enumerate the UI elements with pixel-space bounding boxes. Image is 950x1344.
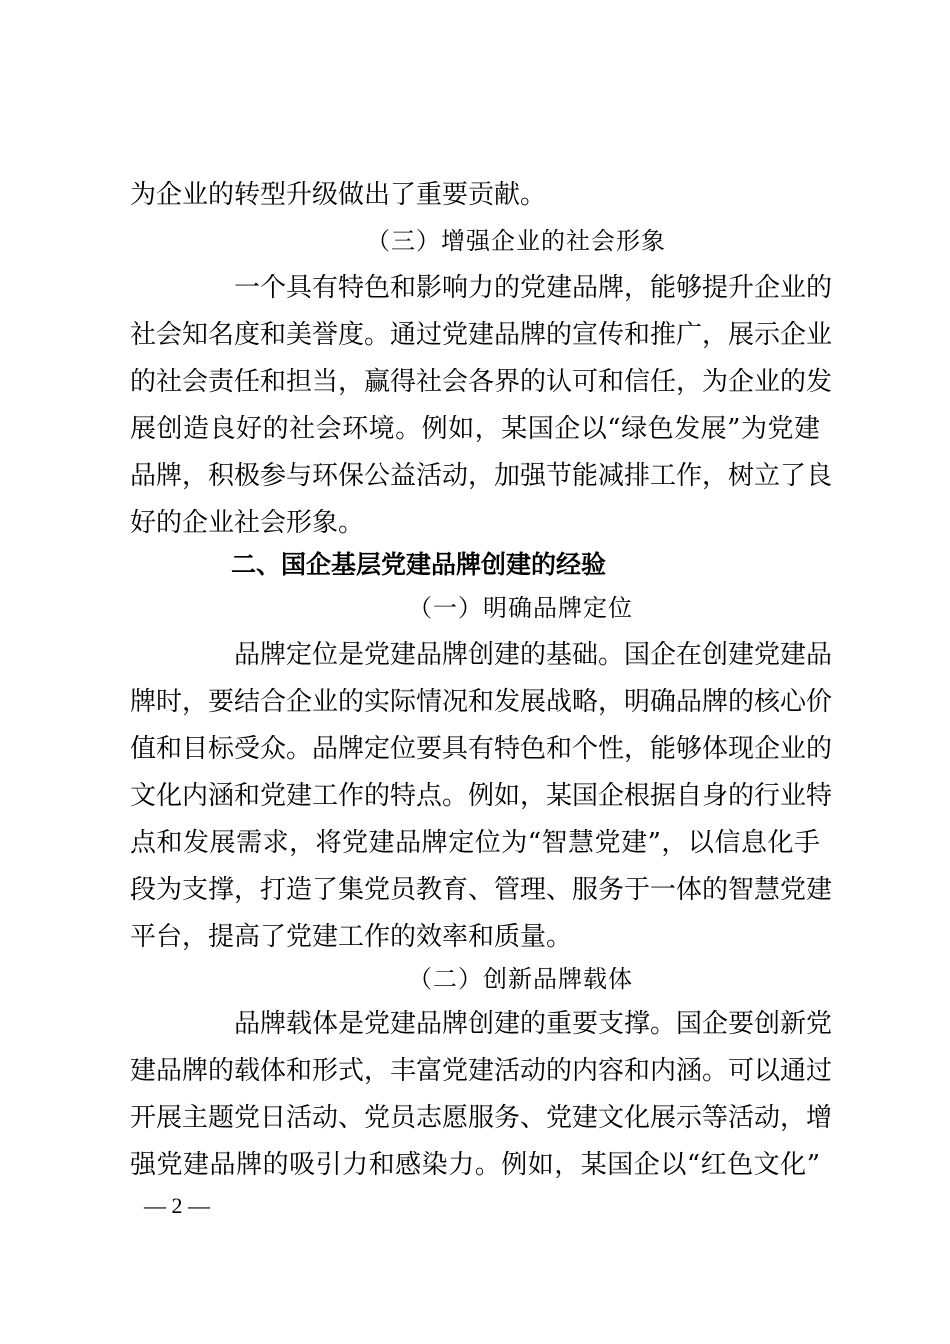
- subsection-heading: （一）明确品牌定位: [408, 594, 633, 622]
- paragraph-line: 建品牌的载体和形式，丰富党建活动的内容和内涵。可以通过: [130, 1056, 833, 1086]
- paragraph-line: 文化内涵和党建工作的特点。例如，某国企根据自身的行业特: [130, 781, 833, 811]
- paragraph-line: 社会知名度和美誉度。通过党建品牌的宣传和推广，展示企业: [130, 320, 833, 350]
- paragraph-line: 平台，提高了党建工作的效率和质量。: [130, 922, 573, 952]
- paragraph-line: 为企业的转型升级做出了重要贡献。: [130, 180, 547, 210]
- paragraph-line: 一个具有特色和影响力的党建品牌，能够提升企业的: [234, 273, 833, 303]
- paragraph-line: 展创造良好的社会环境。例如，某国企以“绿色发展”为党建: [130, 414, 820, 444]
- subsection-heading: （二）创新品牌载体: [408, 965, 633, 993]
- page-number: — 2 —: [144, 1193, 210, 1218]
- section-heading: 二、国企基层党建品牌创建的经验: [231, 550, 607, 579]
- paragraph-line: 段为支撑，打造了集党员教育、管理、服务于一体的智慧党建: [130, 875, 833, 905]
- paragraph-line: 点和发展需求，将党建品牌定位为“智慧党建”，以信息化手: [130, 828, 820, 858]
- paragraph-line: 好的企业社会形象。: [130, 508, 365, 538]
- subsection-heading: （三）增强企业的社会形象: [366, 227, 666, 255]
- paragraph-line: 值和目标受众。品牌定位要具有特色和个性，能够体现企业的: [130, 734, 833, 764]
- paragraph-line: 品牌，积极参与环保公益活动，加强节能减排工作，树立了良: [130, 461, 833, 491]
- paragraph-line: 牌时，要结合企业的实际情况和发展战略，明确品牌的核心价: [130, 687, 833, 717]
- paragraph-line: 品牌载体是党建品牌创建的重要支撑。国企要创新党: [234, 1009, 833, 1039]
- paragraph-line: 开展主题党日活动、党员志愿服务、党建文化展示等活动，增: [130, 1103, 833, 1133]
- paragraph-line: 品牌定位是党建品牌创建的基础。国企在创建党建品: [234, 640, 833, 670]
- paragraph-line: 强党建品牌的吸引力和感染力。例如，某国企以“红色文化”: [130, 1150, 820, 1180]
- paragraph-line: 的社会责任和担当，赢得社会各界的认可和信任，为企业的发: [130, 367, 833, 397]
